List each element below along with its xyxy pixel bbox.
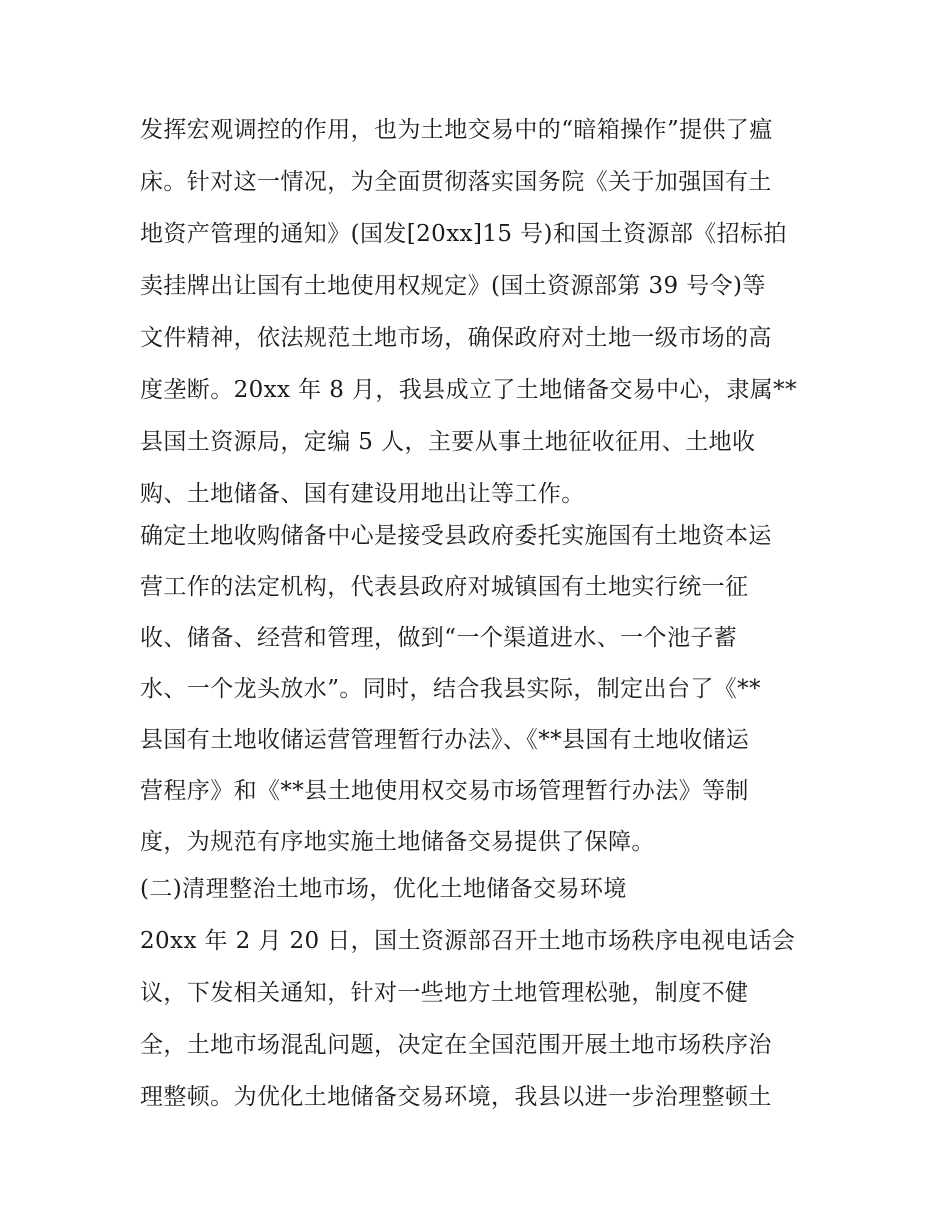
section-heading: (二)清理整治土地市场，优化土地储备交易环境 [140,876,627,902]
text-line: 度，为规范有序地实施土地储备交易提供了保障。 [140,829,655,855]
text-line: 文件精神，依法规范土地市场，确保政府对土地一级市场的高 [140,325,772,351]
text-line: 床。针对这一情况，为全面贯彻落实国务院《关于加强国有土 [140,169,772,195]
text-line: 县国有土地收储运营管理暂行办法》、《**县国有土地收储运 [140,727,750,753]
text-line: 水、一个龙头放水”。同时，结合我县实际，制定出台了《** [140,676,761,702]
text-line: 收、储备、经营和管理，做到“一个渠道进水、一个池子蓄 [140,625,738,651]
text-line: 理整顿。为优化土地储备交易环境，我县以进一步治理整顿土 [140,1084,772,1110]
text-line: 议，下发相关通知，针对一些地方土地管理松驰，制度不健 [140,980,749,1006]
text-line: 卖挂牌出让国有土地使用权规定》(国土资源部第 39 号令)等 [140,273,766,299]
text-line: 地资产管理的通知》(国发[20xx]15 号)和国土资源部《招标拍 [140,221,787,247]
text-line: 县国土资源局，定编 5 人，主要从事土地征收征用、土地收 [140,429,756,455]
text-line: 营程序》和《**县土地使用权交易市场管理暂行办法》等制 [140,778,749,804]
text-line: 营工作的法定机构，代表县政府对城镇国有土地实行统一征 [140,574,749,600]
paragraph-start-line: 20xx 年 2 月 20 日，国土资源部召开土地市场秩序电视电话会 [140,928,796,954]
text-line: 度垄断。20xx 年 8 月，我县成立了土地储备交易中心，隶属** [140,377,797,403]
text-line: 购、土地储备、国有建设用地出让等工作。 [140,481,585,507]
text-line: 发挥宏观调控的作用，也为土地交易中的“暗箱操作”提供了瘟 [140,117,773,143]
text-line: 全，土地市场混乱问题，决定在全国范围开展土地市场秩序治 [140,1032,772,1058]
paragraph-start-line: 确定土地收购储备中心是接受县政府委托实施国有土地资本运 [140,523,772,549]
